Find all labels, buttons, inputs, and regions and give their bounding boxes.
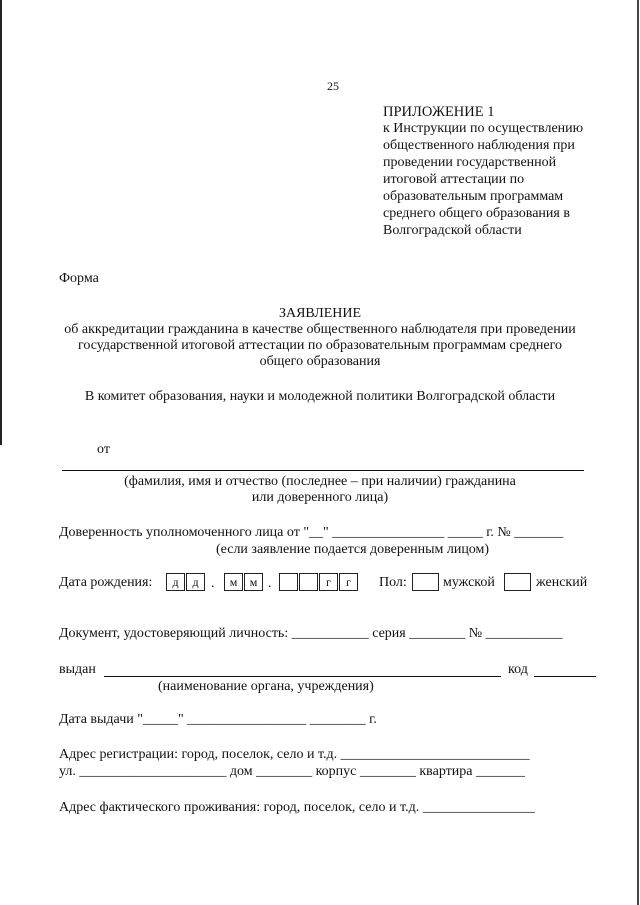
power-of-attorney-hint: (если заявление подается доверенным лицом) [216,542,490,557]
form-label: Форма [59,271,99,286]
name-hint-1: (фамилия, имя и отчество (последнее – при наличии) гражданина [124,474,516,489]
birth-day-cell-1[interactable]: д [166,573,185,591]
registration-address-line-1[interactable]: Адрес регистрации: город, поселок, село и т.д. ___________________________ [59,747,530,762]
statement-title: ЗАЯВЛЕНИЕ [278,306,362,321]
birth-year-cell-3[interactable]: г [319,573,338,591]
scan-right-edge [637,0,639,905]
gender-male-checkbox[interactable] [412,573,439,591]
identity-document[interactable]: Документ, удостоверяющий личность: ___________ серия ________ № ___________ [59,626,563,641]
issued-by-line[interactable] [104,676,501,677]
appendix-line: образовательным программам [383,189,564,204]
full-name-line[interactable] [62,470,584,471]
gender-female-checkbox[interactable] [504,573,531,591]
actual-address[interactable]: Адрес фактического проживания: город, поселок, село и т.д. ________________ [59,800,535,815]
name-hint-2: или доверенного лица) [251,490,389,505]
issued-hint: (наименование органа, учреждения) [158,679,374,694]
gender-label: Пол: [379,575,407,590]
birth-date-label: Дата рождения: [59,575,153,590]
statement-line: об аккредитации гражданина в качестве общественного наблюдателя при проведении [64,322,576,337]
issue-date[interactable]: Дата выдачи "_____" _________________ ________ г. [59,712,377,727]
issued-label: выдан [59,662,96,677]
appendix-line: среднего общего образования в [383,206,570,221]
registration-address-line-2[interactable]: ул. _____________________ дом ________ корпус ________ квартира _______ [59,764,525,779]
code-label: код [508,662,528,677]
statement-line: государственной итоговой аттестации по образовательным программам среднего [77,338,563,353]
appendix-line: итоговой аттестации по [383,172,525,187]
birth-month-cell-2[interactable]: м [244,573,263,591]
statement-line: общего образования [259,354,381,369]
code-line[interactable] [534,676,596,677]
page-number: 25 [327,79,339,93]
birth-dot-1: . [211,576,215,591]
birth-year-cell-1[interactable] [279,573,298,591]
birth-dot-2: . [268,576,272,591]
appendix-line: общественного наблюдения при [383,138,575,153]
appendix-title: ПРИЛОЖЕНИЕ 1 [383,104,495,120]
from-label: от [97,442,110,457]
gender-female-label: женский [536,575,588,590]
gender-male-label: мужской [443,575,495,590]
appendix-line: к Инструкции по осуществлению [383,121,584,136]
addressee: В комитет образования, науки и молодежной политики Волгоградской области [84,389,556,404]
power-of-attorney[interactable]: Доверенность уполномоченного лица от "__" ________________ _____ г. № _______ [59,525,564,540]
appendix-line: проведении государственной [383,155,557,170]
birth-year-cell-2[interactable] [299,573,318,591]
birth-year-cell-4[interactable]: г [339,573,358,591]
appendix-line: Волгоградской области [383,223,522,238]
birth-month-cell-1[interactable]: м [224,573,243,591]
scan-left-edge [0,0,2,445]
birth-day-cell-2[interactable]: д [186,573,205,591]
